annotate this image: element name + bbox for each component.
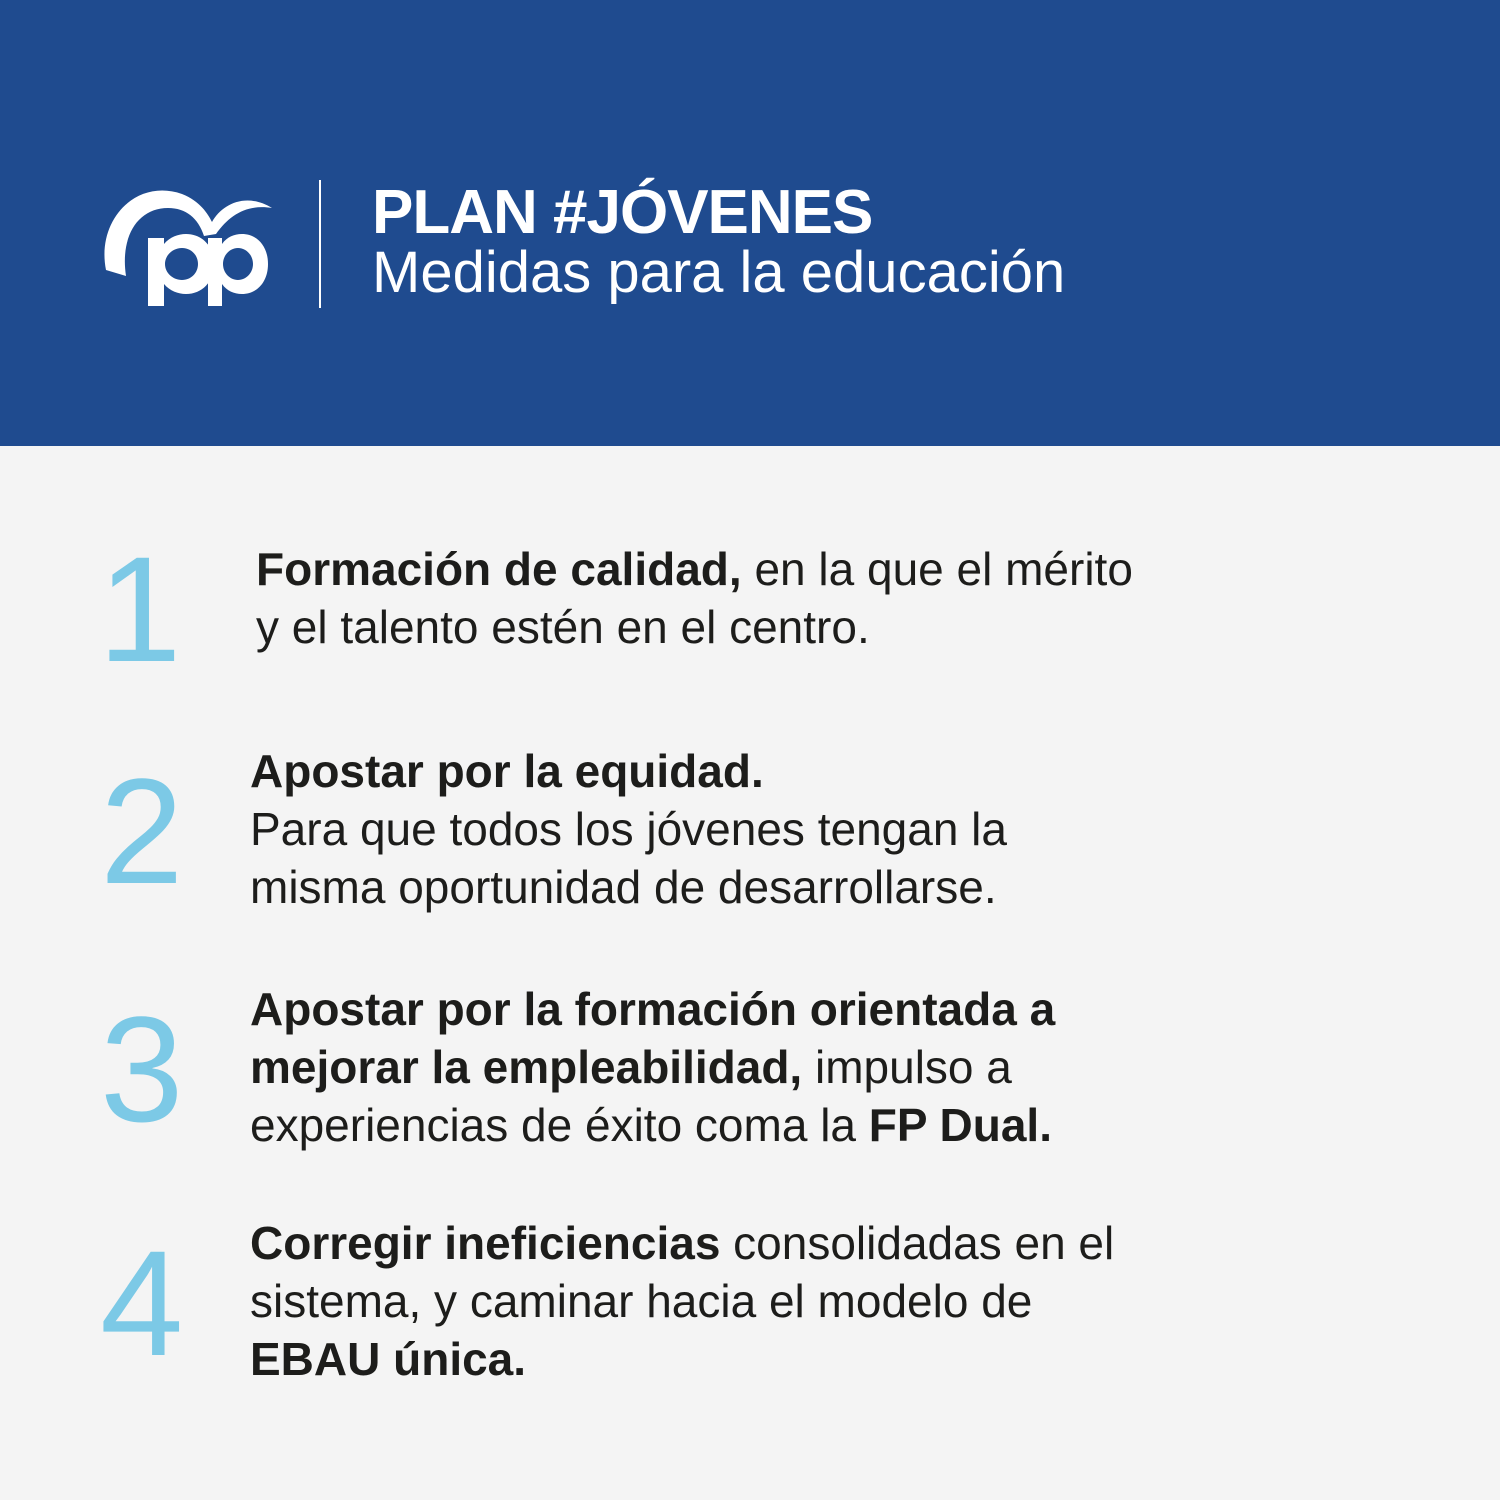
measure-3-line-3: experiencias de éxito coma la FP Dual. <box>250 1099 1052 1151</box>
measure-3-line-2: mejorar la empleabilidad, impulso a <box>250 1041 1012 1093</box>
measure-4-line-2: sistema, y caminar hacia el modelo de <box>250 1275 1033 1327</box>
measure-text-4 <box>250 1214 1114 1388</box>
header-banner <box>0 0 1500 446</box>
measure-number-3: 3 <box>100 985 184 1153</box>
measure-2-line-2: Para que todos los jóvenes tengan la <box>250 803 1007 855</box>
measure-item-2 <box>0 742 1500 932</box>
measure-3-line-1: Apostar por la formación orientada a <box>250 983 1056 1035</box>
page-title: PLAN #JÓVENES <box>372 178 873 247</box>
measure-item-3 <box>0 980 1500 1170</box>
measure-4-line-1: Corregir ineficiencias consolidadas en el <box>250 1217 1115 1269</box>
measure-number-2: 2 <box>100 747 184 915</box>
measure-number-1: 1 <box>98 525 182 693</box>
measure-item-1 <box>0 525 1500 693</box>
measure-4-line-3: EBAU única. <box>250 1333 527 1385</box>
measure-number-4: 4 <box>100 1219 184 1387</box>
pp-logo <box>96 178 276 308</box>
measure-text-3 <box>250 980 1055 1154</box>
measure-1-line-2: y el talento estén en el centro. <box>256 601 870 653</box>
measure-2-line-1: Apostar por la equidad. <box>250 745 764 797</box>
measure-text-1 <box>256 540 1133 656</box>
header-divider <box>319 180 321 308</box>
measure-2-line-3: misma oportunidad de desarrollarse. <box>250 861 997 913</box>
page-subtitle: Medidas para la educación <box>372 240 1066 305</box>
measure-1-line-1: Formación de calidad, en la que el mérito <box>256 543 1133 595</box>
measure-text-2 <box>250 742 1007 916</box>
pp-logo-icon <box>96 178 276 308</box>
measure-item-4 <box>0 1214 1500 1404</box>
